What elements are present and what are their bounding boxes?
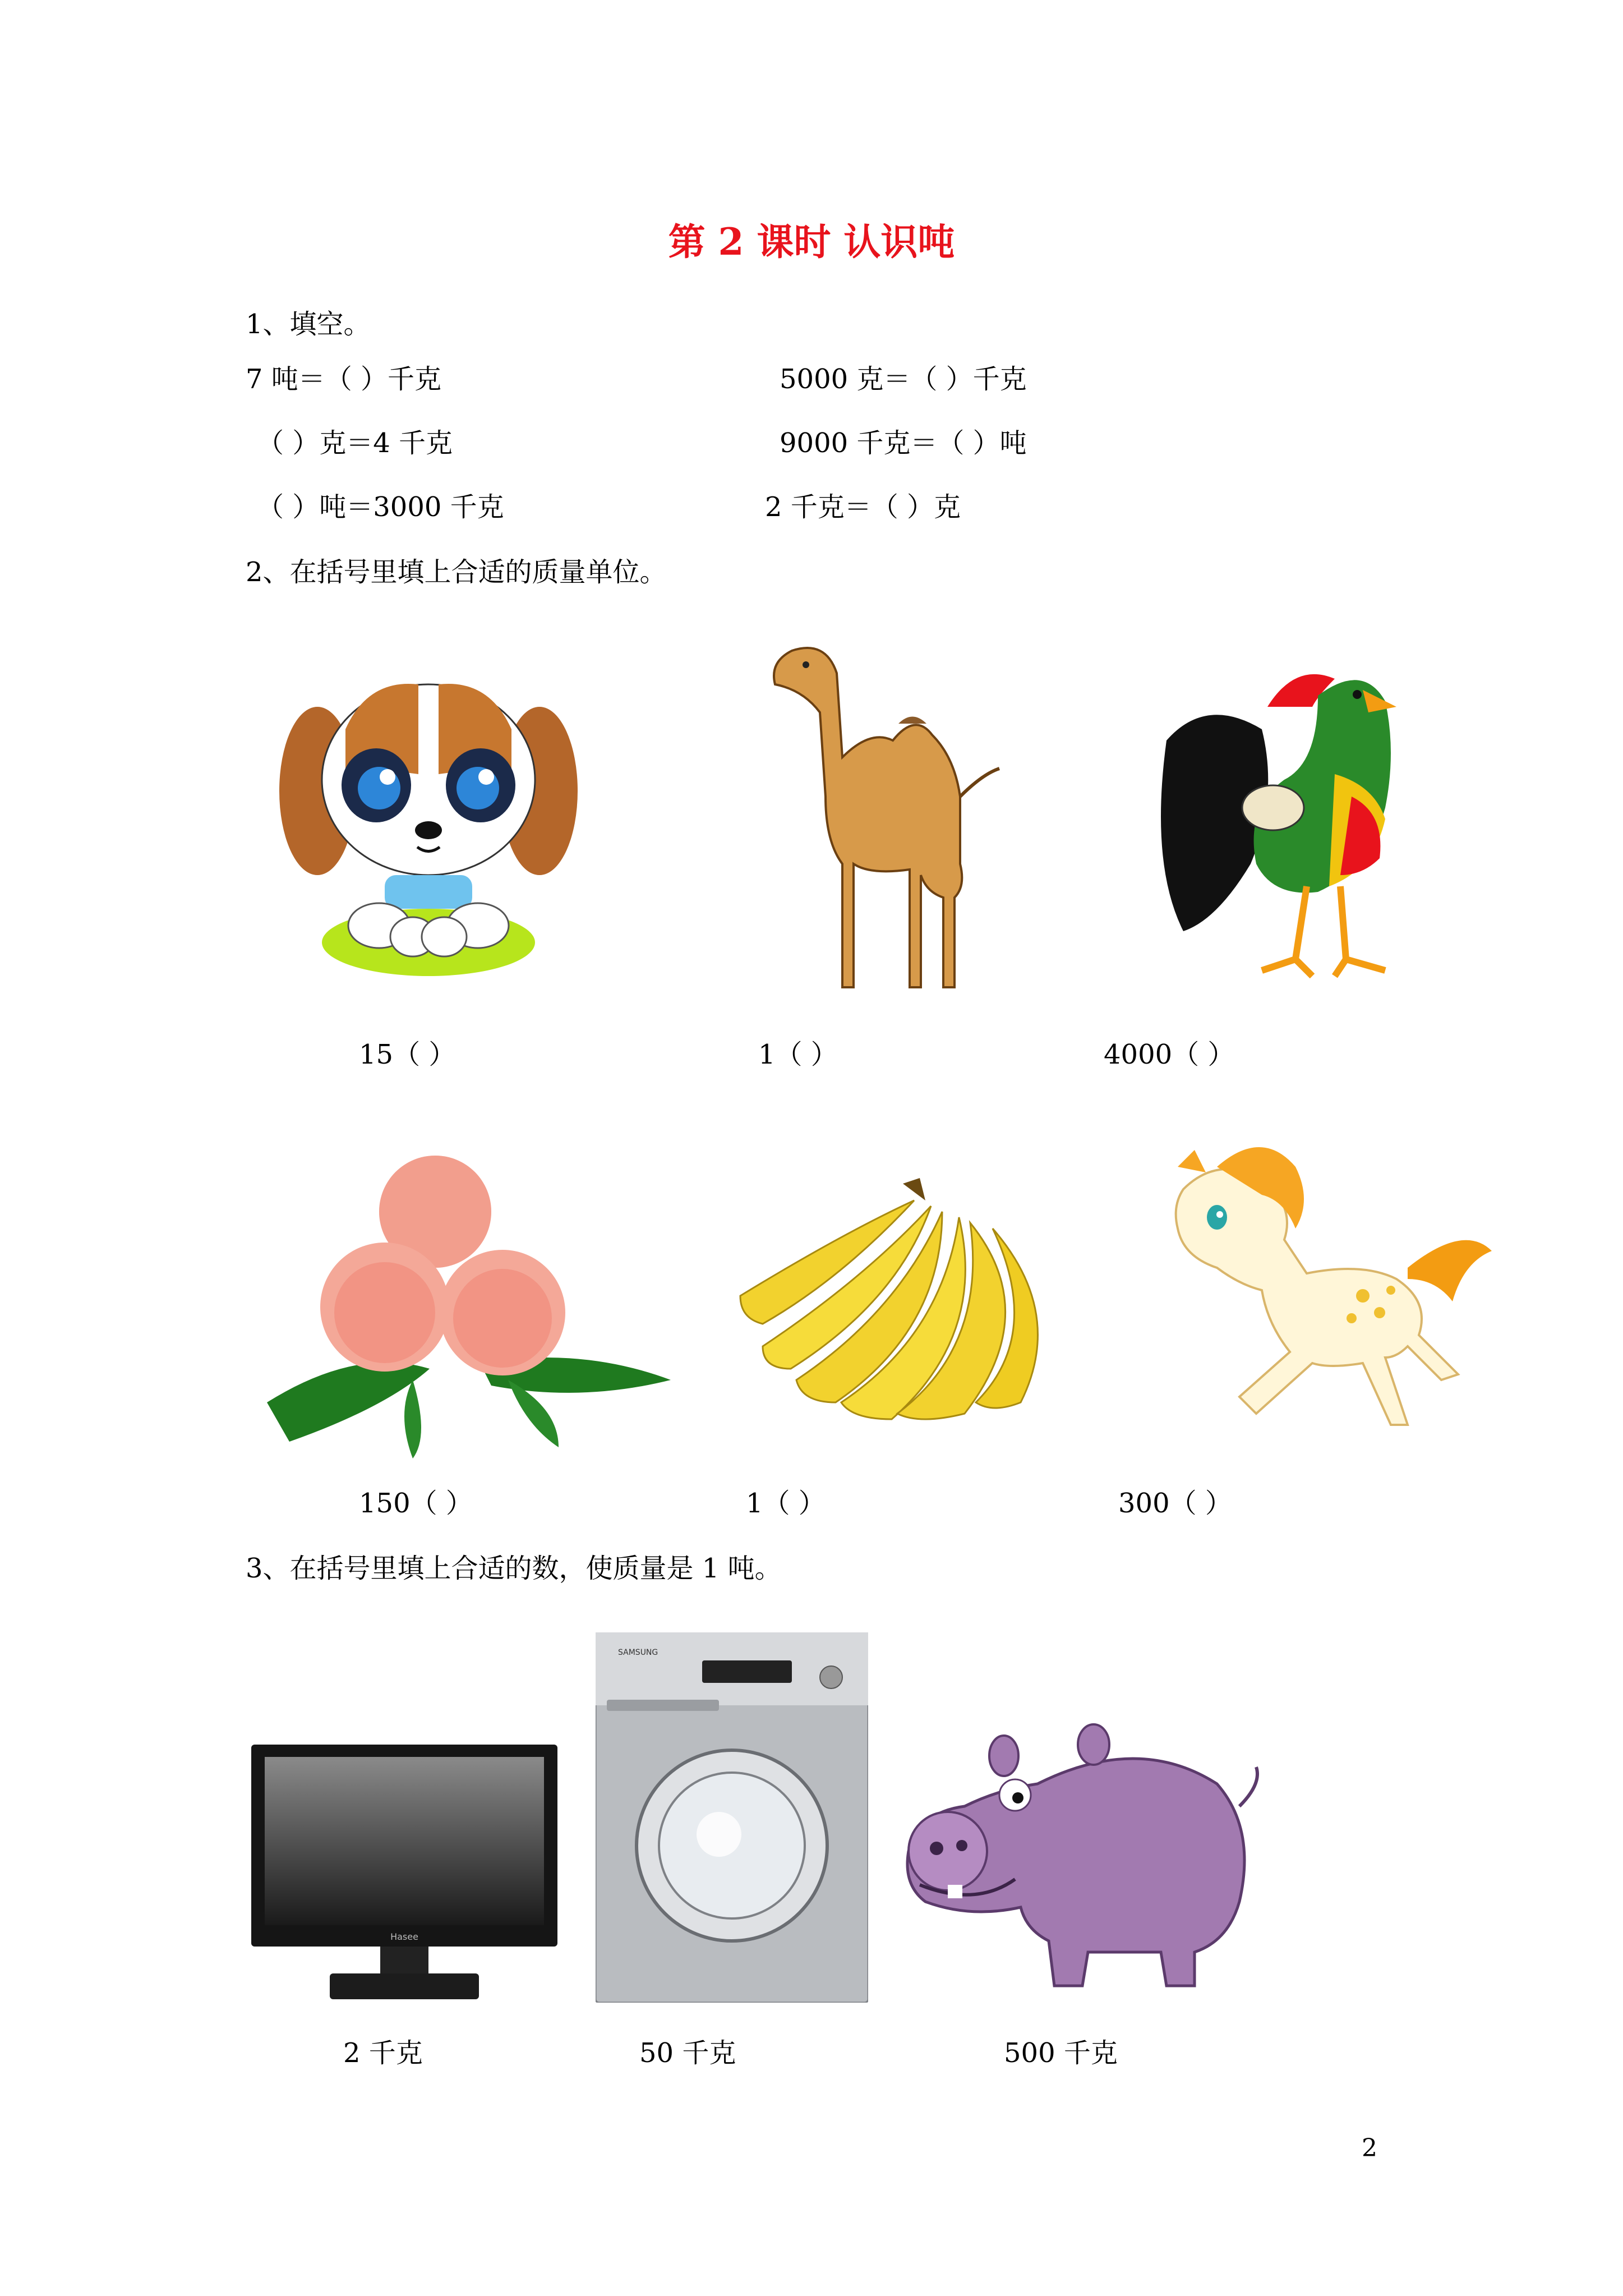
camel-image xyxy=(758,628,1011,999)
q2-label: 300（ ） xyxy=(1118,1488,1232,1519)
page-title: 第 2 课时 认识吨 xyxy=(668,220,955,264)
q3-heading: 3、在括号里填上合适的数，使质量是 1 吨。 xyxy=(246,1553,782,1584)
q1-item: 9000 千克＝（ ）吨 xyxy=(780,427,1027,459)
page-number: 2 xyxy=(1362,2134,1377,2162)
q2-label: 4000（ ） xyxy=(1104,1039,1235,1070)
q1-item: 2 千克＝（ ）克 xyxy=(765,491,961,523)
rooster-image xyxy=(1150,628,1441,987)
q1-heading: 1、填空。 xyxy=(246,309,371,340)
q2-label: 1（ ） xyxy=(746,1488,826,1519)
q2-label: 150（ ） xyxy=(359,1488,473,1519)
bananas-image xyxy=(729,1167,1066,1425)
q1-item: 7 吨＝（ ）千克 xyxy=(246,364,442,395)
q1-item: （ ）克＝4 千克 xyxy=(257,427,453,459)
puppy-image xyxy=(278,662,579,981)
hippo-image xyxy=(903,1717,1273,2003)
unicorn-pony-image xyxy=(1127,1133,1497,1447)
q2-heading: 2、在括号里填上合适的质量单位。 xyxy=(246,556,667,588)
peaches-image xyxy=(245,1144,676,1458)
q2-label: 1（ ） xyxy=(758,1039,838,1070)
q1-item: 5000 克＝（ ）千克 xyxy=(780,364,1027,395)
monitor-brand: Hasee xyxy=(390,1931,418,1942)
q3-label: 50 千克 xyxy=(639,2037,736,2069)
washer-brand: SAMSUNG xyxy=(618,1648,658,1657)
q1-item: （ ）吨＝3000 千克 xyxy=(257,491,504,523)
q2-label: 15（ ） xyxy=(359,1039,456,1070)
q3-label: 2 千克 xyxy=(343,2037,423,2069)
q3-label: 500 千克 xyxy=(1004,2037,1118,2069)
washing-machine-image xyxy=(596,1632,868,2003)
monitor-image xyxy=(251,1745,557,2003)
